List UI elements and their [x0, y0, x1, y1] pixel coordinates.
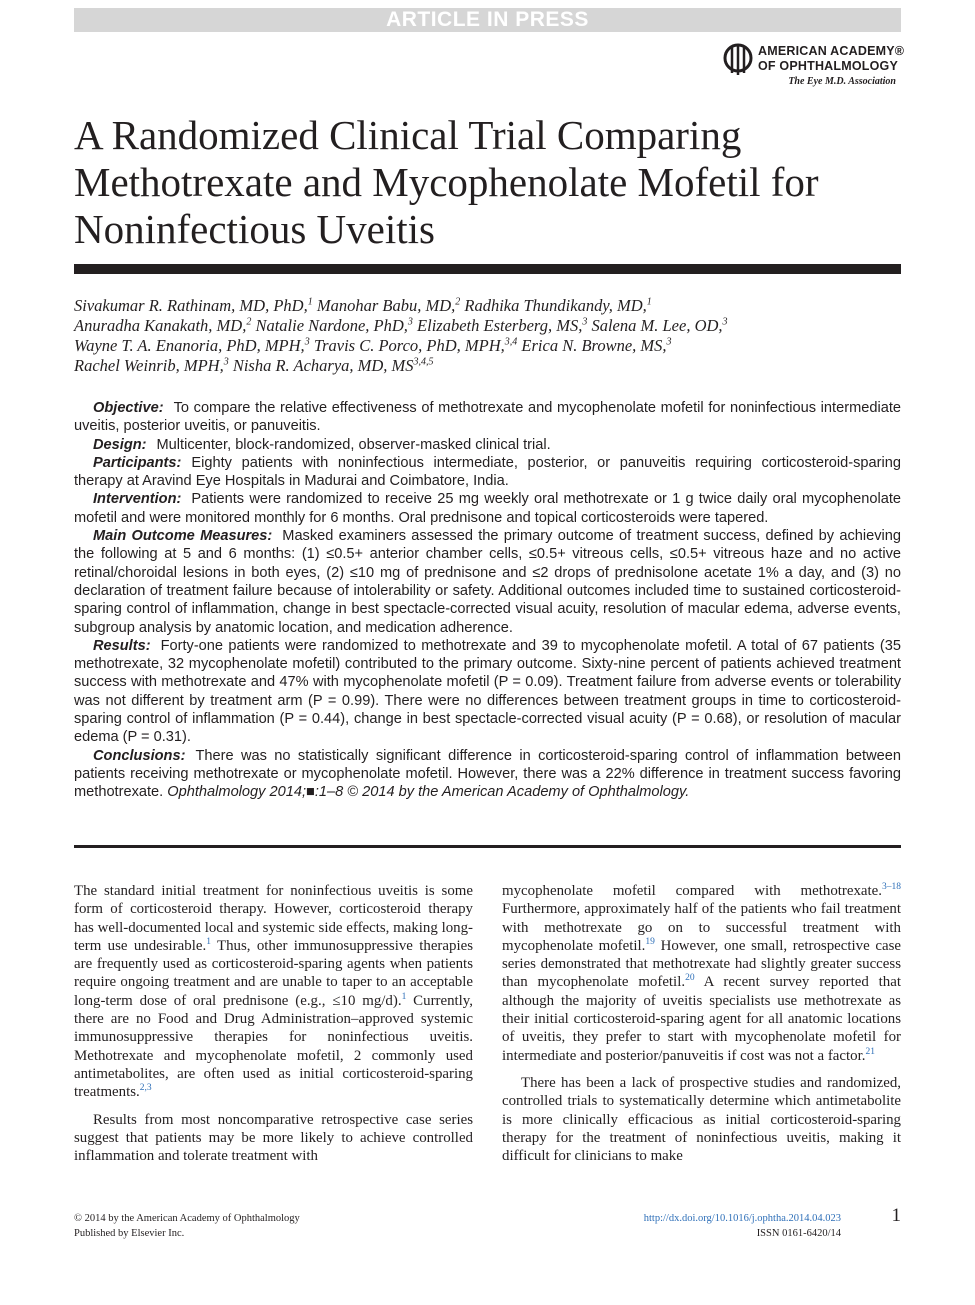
footer-left — [74, 1211, 300, 1241]
logo-tagline: The Eye M.D. Association — [788, 76, 896, 87]
article-title: A Randomized Clinical Trial Comparing Methotrexate and Mycophenolate Mofetil for Noninfectious Uveitis — [74, 112, 819, 252]
abstract — [74, 399, 901, 802]
reference-link[interactable]: 21 — [865, 1046, 875, 1057]
body-paragraph: Results from most noncomparative retrospective case series suggest that patients may be more likely to achieve controlled inflammation and tolerate treatment with — [74, 1111, 473, 1165]
page-number: 1 — [891, 1205, 901, 1226]
abstract-divider — [74, 845, 901, 848]
abstract-conclusions: Conclusions: There was no statistically significant difference in corticosteroid-sparing control of inflammation between patients receiving methotrexate or mycophenolate mofetil. However, there was a 22% difference in treatment success favoring methotrexate. Ophthalmology 2014;■:1–8 © 2014 by the American Academy of Ophthalmology. — [74, 747, 901, 801]
author: Rachel Weinrib, MPH, — [74, 356, 224, 375]
author: Salena M. Lee, OD, — [591, 316, 723, 335]
abstract-intervention: Intervention: Patients were randomized to receive 25 mg weekly oral methotrexate or 1 g twice daily oral mycophenolate mofetil and were monitored monthly for 6 months. Oral prednisone and topical corticosteroids were tapered. — [74, 491, 901, 526]
author-list: Sivakumar R. Rathinam, MD, PhD,$^1$ Manohar Babu, MD,$^2$ Radhika Thundikandy, MD,$^1$ Anuradha Kanakath, MD,$^2$ Natalie Nardone, PhD,$^3$ Elizabeth Esterberg, MS,$^3$ Salena M. Lee, OD,$^3$ Wayne T. A. Enanoria, PhD, MPH,$^3$ Travis C. Porco, PhD, MPH,$^{3,4}$ Erica N. Browne, MS,$^3$ Rachel Weinrib, MPH,$^3$ Nisha R. Acharya, MD, MS$^{3,4,5}$ — [74, 296, 728, 375]
abstract-citation: Ophthalmology 2014;■:1–8 © 2014 by the American Academy of Ophthalmology. — [167, 784, 690, 801]
body-column-right — [502, 882, 901, 1174]
author: Anuradha Kanakath, MD, — [74, 316, 247, 335]
abstract-participants: Participants: Eighty patients with noninfectious intermediate, posterior, or panuveitis requiring corticosteroid-sparing therapy at Aravind Eye Hospitals in Madurai and Coimbatore, India. — [74, 454, 901, 490]
abstract-results: Results: Forty-one patients were randomized to methotrexate and 39 to mycophenolate mofetil. A total of 67 patients (35 methotrexate, 32 mycophenolate mofetil) contributed to the primary outcome. Sixty-nine percent of patients achieved treatment success with methotrexate and 47% with mycophenolate mofetil (P = 0.09). Treatment failure from adverse events or tolerability was not different by treatment arm (P = 0.99). There were no differences between treatment groups in time to corticosteroid-sparing control of inflammation (P = 0.44), change in best spectacle-corrected visual acuity (P = 0.68), or resolution of macular edema (P = 0.31). — [74, 637, 901, 746]
author: Nisha R. Acharya, MD, MS — [232, 356, 414, 375]
reference-link[interactable]: 3–18 — [882, 882, 901, 893]
body-paragraph: There has been a lack of prospective studies and randomized, controlled trials to systematically determine which antimetabolite is more clinically efficacious as initial corticosteroid-sparing therapy for the treatment of noninfectious uveitis, making it difficult for clinicians to make — [502, 1074, 901, 1165]
reference-link[interactable]: 1 — [401, 991, 407, 1002]
reference-link[interactable]: 19 — [645, 936, 655, 947]
reference-link[interactable]: 1 — [206, 936, 211, 947]
issn-line: ISSN 0161-6420/14 — [756, 1228, 841, 1239]
author: Sivakumar R. Rathinam, MD, PhD, — [74, 296, 308, 315]
logo-line-1: AMERICAN ACADEMY® — [758, 44, 905, 58]
body-column-left — [74, 882, 473, 1174]
copyright-line: © 2014 by the American Academy of Ophthalmology — [74, 1213, 300, 1224]
abstract-design: Design: Multicenter, block-randomized, observer-masked clinical trial. — [93, 436, 551, 453]
body-paragraph: The standard initial treatment for noninfectious uveitis is some form of corticosteroid therapy. However, corticosteroid therapy has well-documented local and systemic side effects, making long-term use undesirable.$^1$ Thus, other immunosuppressive therapies are frequently used as corticosteroid-sparing agents when patients require ongoing treatment and are unable to taper to an acceptable long-term dose of oral prednisone (e.g., ≤10 mg/d).$^1$ Currently, there are no Food and Drug Administration–approved systemic immunosuppressive therapies for noninfectious uveitis. Methotrexate and mycophenolate mofetil, 2 commonly used antimetabolites, are often used as initial corticosteroid-sparing treatments.$^{2,3}$ — [74, 883, 474, 1101]
aao-emblem-icon — [722, 42, 754, 76]
author: Natalie Nardone, PhD, — [255, 316, 408, 335]
author: Erica N. Browne, MS, — [521, 336, 667, 355]
doi-link[interactable]: http://dx.doi.org/10.1016/j.ophtha.2014.04.023 — [643, 1213, 841, 1224]
footer-right — [644, 1211, 841, 1241]
aao-logo — [722, 42, 905, 92]
publisher-line: Published by Elsevier Inc. — [74, 1228, 185, 1239]
article-in-press-banner: ARTICLE IN PRESS — [74, 8, 901, 32]
author: Manohar Babu, MD, — [316, 296, 456, 315]
abstract-objective: Objective: To compare the relative effectiveness of methotrexate and mycophenolate mofetil for noninfectious intermediate uveitis, posterior uveitis, or panuveitis. — [74, 400, 901, 435]
reference-link[interactable]: 20 — [685, 973, 695, 984]
reference-link[interactable]: 2,3 — [139, 1083, 152, 1094]
abstract-outcomes: Main Outcome Measures: Masked examiners assessed the primary outcome of treatment success, defined by achieving the following at 5 and 6 months: (1) ≤0.5+ anterior chamber cells, ≤0.5+ vitreous cells, ≤0.5+ vitreous haze and no active retinal/choroidal lesions in both eyes, (2) ≤10 mg of prednisone and ≤2 drops of prednisolone acetate 1% a day, and (3) no declaration of treatment failure because of intolerability or safety. Additional outcomes included time to sustained corticosteroid-sparing control of inflammation, change in best spectacle-corrected visual acuity, resolution of macular edema, adverse events, subgroup analysis by anatomic location, and medication adherence. — [74, 528, 902, 636]
title-divider — [74, 264, 901, 274]
author: Travis C. Porco, PhD, MPH, — [313, 336, 505, 355]
body-paragraph: mycophenolate mofetil compared with methotrexate.$^{3-18}$ Furthermore, approximately half of the patients who fail treatment with methotrexate go on to successful treatment with mycophenolate mofetil.$^{19}$ However, one small, retrospective case series demonstrated that methotrexate had slightly greater success than mycophenolate mofetil.$^{20}$ A recent survey reported that although the majority of uveitis specialists use methotrexate as their initial corticosteroid-sparing agent for all anatomic locations of uveitis, they prefer to start with mycophenolate mofetil for intermediate and posterior/panuveitis if cost was not a factor.$^{21}$ — [502, 882, 901, 1064]
logo-line-2: OF OPHTHALMOLOGY — [758, 59, 898, 73]
author: Wayne T. A. Enanoria, PhD, MPH, — [74, 336, 305, 355]
author: Radhika Thundikandy, MD, — [464, 296, 647, 315]
author: Elizabeth Esterberg, MS, — [417, 316, 583, 335]
